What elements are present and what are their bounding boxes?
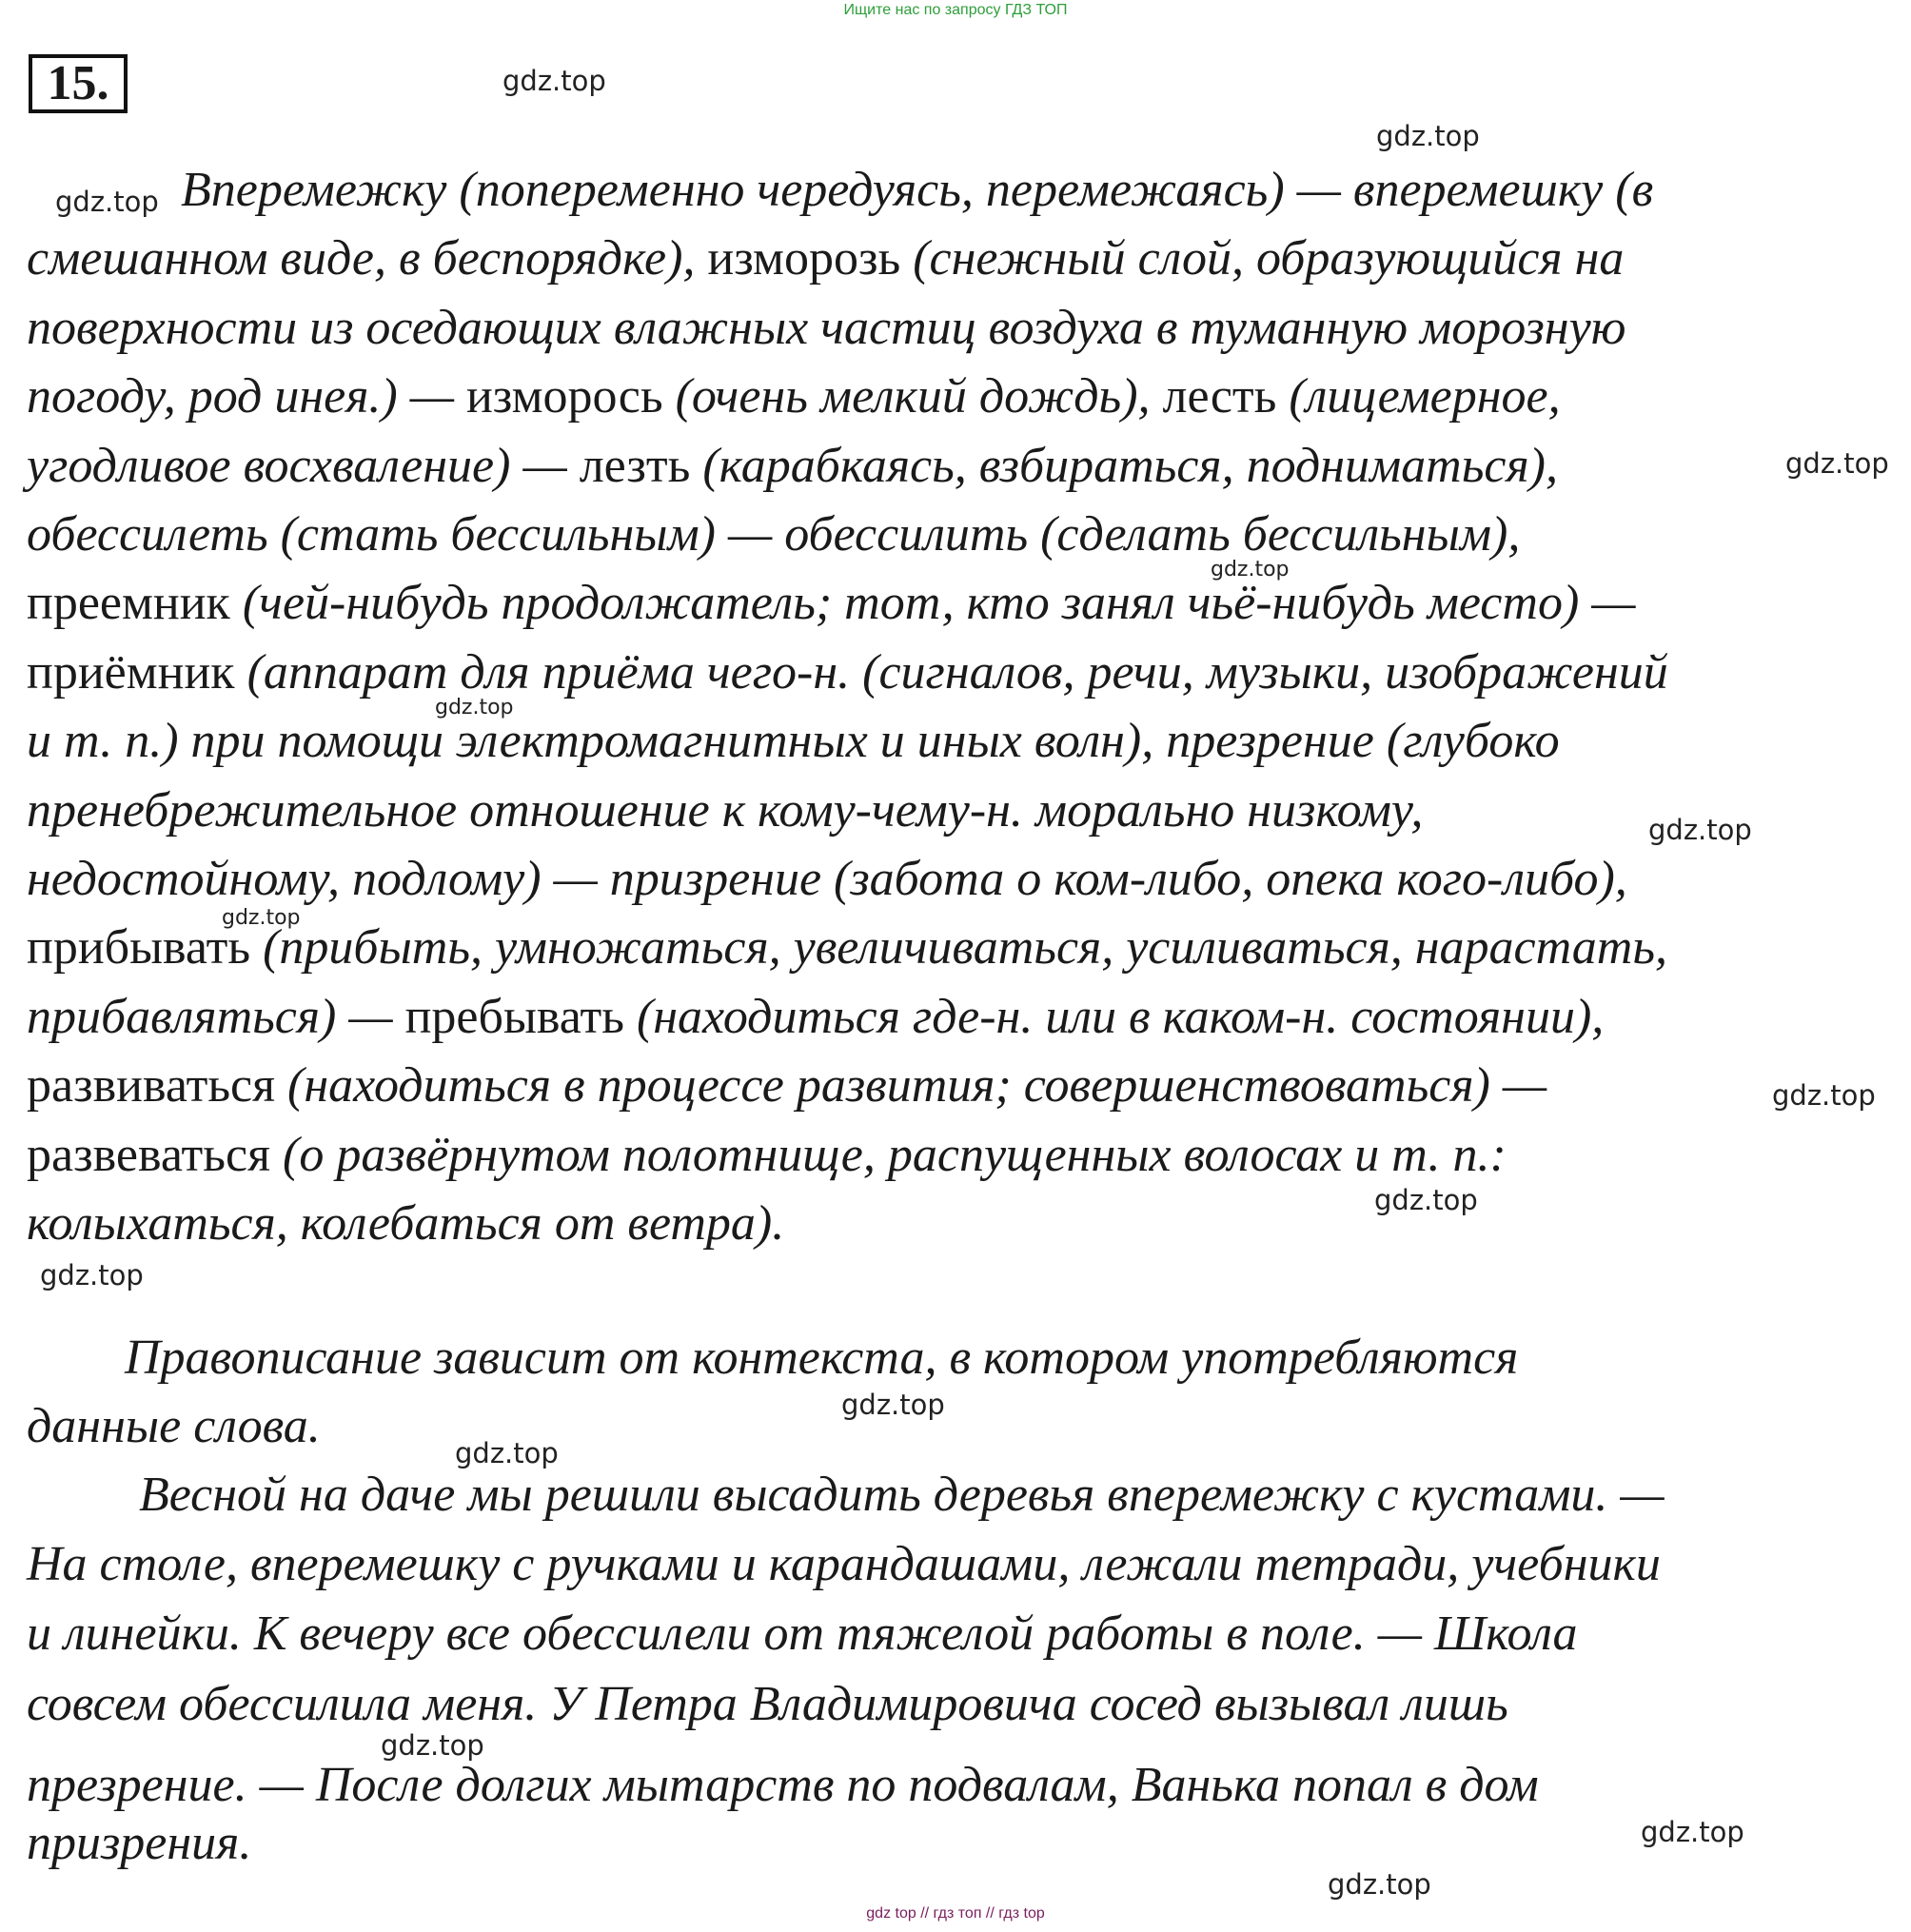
text-run: пренебрежительное отношение к кому-чему-н. морально низкому, — [27, 782, 1424, 838]
text-run: Правописание зависит от контекста, в котором употребляются — [125, 1331, 1519, 1385]
definitions-line — [27, 1195, 784, 1252]
term: изморозь — [707, 231, 901, 286]
text-run: смешанном виде, в беспорядке), — [27, 231, 708, 286]
text-run: и линейки. К вечеру все обессилели от тяжелой работы в поле. — Школа — [27, 1607, 1578, 1662]
text-run: (лицемерное, — [1276, 369, 1561, 424]
search-banner: Ищите нас по запросу ГДЗ ТОП — [843, 2, 1068, 18]
text-run: (прибыть, умножаться, увеличиваться, усиливаться, нарастать, — [250, 920, 1668, 976]
text-run: Вперемежку (попеременно чередуясь, перемежаясь) — вперемешку (в — [181, 163, 1654, 217]
examples-line — [27, 1676, 1508, 1733]
text-run: совсем обессилила меня. У Петра Владимировича сосед вызывал лишь — [27, 1676, 1508, 1731]
term: изморось — [465, 369, 663, 424]
examples-line — [27, 1536, 1661, 1593]
text-run: призрения. — [27, 1816, 252, 1870]
watermark: gdz.top — [1648, 814, 1752, 846]
text-run: поверхности из оседающих влажных частиц воздуха в туманную морозную — [27, 300, 1626, 355]
task-number: 15. — [29, 54, 128, 113]
watermark: gdz.top — [381, 1729, 484, 1762]
watermark: gdz.top — [1376, 120, 1480, 152]
footer-links: gdz top // гдз топ // гдз top — [866, 1905, 1045, 1922]
definitions-line — [181, 162, 1653, 219]
text-run: (карабкаясь, взбираться, подниматься), — [690, 438, 1558, 493]
term: развиваться — [27, 1058, 276, 1114]
definitions-line — [27, 230, 1624, 287]
text-run: Весной на даче мы решили высадить деревья вперемежку с кустами. — — [139, 1468, 1665, 1522]
watermark: gdz.top — [40, 1259, 144, 1291]
definitions-line — [27, 575, 1636, 632]
text-run: обессилеть (стать бессильным) — обессилить (сделать бессильным), — [27, 507, 1521, 562]
definitions-line — [27, 919, 1667, 976]
examples-line — [27, 1606, 1578, 1663]
text-run: угодливое восхваление) — — [27, 438, 580, 493]
text-run: данные слова. — [27, 1399, 321, 1453]
text-run: и т. п.) при помощи электромагнитных и иных волн), презрение (глубоко — [27, 714, 1560, 769]
watermark: gdz.top — [1641, 1816, 1744, 1848]
definitions-line — [27, 1057, 1547, 1114]
definitions-line — [27, 713, 1560, 770]
definitions-line — [27, 300, 1625, 357]
definitions-line — [27, 1127, 1507, 1184]
term: пребывать — [404, 989, 624, 1044]
watermark: gdz.top — [1785, 447, 1889, 480]
watermark: gdz.top — [502, 65, 606, 97]
term: прибывать — [27, 920, 251, 976]
definitions-line — [27, 368, 1561, 425]
watermark: gdz.top — [1328, 1868, 1431, 1901]
definitions-line — [27, 438, 1558, 495]
definitions-line — [27, 506, 1520, 563]
text-run: (чей-нибудь продолжатель; тот, кто занял чьё-нибудь место) — — [229, 576, 1636, 631]
watermark: gdz.top — [222, 906, 301, 930]
text-run: недостойному, подлому) — призрение (забота о ком-либо, опека кого-либо), — [27, 852, 1627, 906]
examples-line — [139, 1467, 1665, 1524]
examples-line — [27, 1757, 1539, 1814]
definitions-line — [27, 851, 1627, 908]
watermark: gdz.top — [1772, 1079, 1876, 1112]
examples-line — [27, 1815, 251, 1872]
text-run: колыхаться, колебаться от ветра). — [27, 1196, 785, 1251]
definitions-line — [27, 644, 1668, 701]
text-run: (снежный слой, образующийся на — [900, 231, 1625, 286]
text-run: (находиться в процессе развития; совершенствоваться) — — [275, 1058, 1547, 1114]
term: приёмник — [27, 644, 235, 700]
text-run: погоду, род инея.) — — [27, 369, 466, 424]
text-run: (о развёрнутом полотнище, распущенных волосах и т. п.: — [270, 1127, 1507, 1182]
watermark: gdz.top — [435, 696, 514, 720]
watermark: gdz.top — [1211, 558, 1290, 582]
term: развеваться — [27, 1127, 270, 1182]
text-run: (аппарат для приёма чего-н. (сигналов, речи, музыки, изображений — [234, 644, 1668, 700]
explanation-line — [27, 1398, 321, 1455]
explanation-line — [125, 1330, 1518, 1387]
watermark: gdz.top — [55, 186, 159, 218]
term: преемник — [27, 576, 230, 631]
text-run: (очень мелкий дождь), — [662, 369, 1163, 424]
watermark: gdz.top — [1374, 1184, 1478, 1216]
term: лесть — [1162, 369, 1277, 424]
definitions-line — [27, 782, 1423, 839]
text-run: На столе, вперемешку с ручками и карандашами, лежали тетради, учебники — [27, 1537, 1661, 1592]
text-run: (находиться где-н. или в каком-н. состоянии), — [623, 989, 1605, 1044]
definitions-line — [27, 989, 1604, 1046]
watermark: gdz.top — [841, 1389, 945, 1421]
watermark: gdz.top — [455, 1437, 559, 1469]
text-run: презрение. — После долгих мытарств по подвалам, Ванька попал в дом — [27, 1757, 1539, 1812]
term: лезть — [579, 438, 691, 493]
text-run: прибавляться) — — [27, 989, 405, 1044]
